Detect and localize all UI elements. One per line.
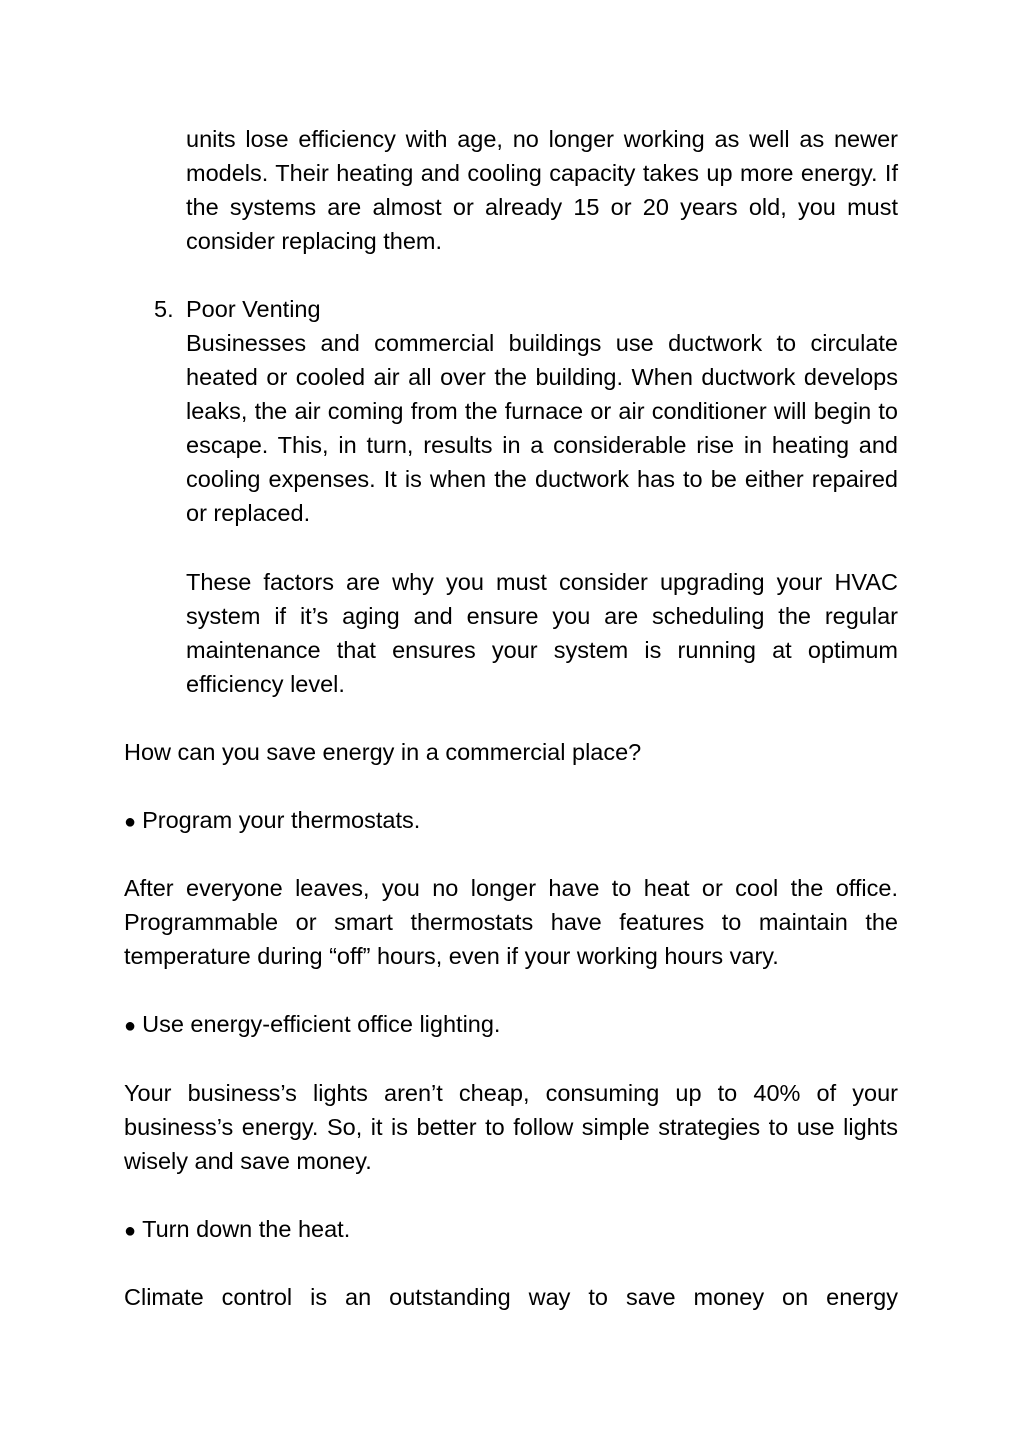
bullet-icon: ●: [124, 811, 137, 833]
bullet-item: [124, 1212, 350, 1248]
bullet-heading: Turn down the heat.: [142, 1216, 351, 1242]
bullet-heading: Use energy-efficient office lighting.: [142, 1011, 501, 1037]
section-question: How can you save energy in a commercial place?: [124, 739, 642, 765]
continuation-paragraph: units lose efficiency with age, no longer working as well as newer models. Their heating and cooling capacity takes up more energy. If the systems are almost or already 15 or 20 years old, you must consider replacing them.: [186, 126, 898, 254]
bullet-heading: Program your thermostats.: [142, 807, 421, 833]
bullet-body-paragraph: Climate control is an outstanding way to save money on energy: [124, 1284, 898, 1310]
bullet-icon: ●: [124, 1220, 137, 1242]
factors-paragraph: These factors are why you must consider upgrading your HVAC system if it’s aging and ensure you are scheduling the regular maintenance that ensures your system is running at optimum efficiency level.: [186, 569, 898, 697]
list-item-number: 5.: [154, 296, 174, 322]
bullet-icon: ●: [124, 1015, 137, 1037]
bullet-item: [124, 1007, 500, 1043]
bullet-body-paragraph: Your business’s lights aren’t cheap, consuming up to 40% of your business’s energy. So, it is better to follow simple strategies to use lights wisely and save money.: [124, 1080, 898, 1174]
bullet-body-paragraph: After everyone leaves, you no longer have to heat or cool the office. Programmable or smart thermostats have features to maintain the temperature during “off” hours, even if your working hours vary.: [124, 875, 898, 969]
list-item-body: Businesses and commercial buildings use ductwork to circulate heated or cooled air all over the building. When ductwork develops leaks, the air coming from the furnace or air conditioner will begin to escape. This, in turn, results in a considerable rise in heating and cooling expenses. It is when the ductwork has to be either repaired or replaced.: [186, 330, 898, 526]
list-item-title: Poor Venting: [186, 296, 321, 322]
bullet-item: [124, 803, 420, 839]
